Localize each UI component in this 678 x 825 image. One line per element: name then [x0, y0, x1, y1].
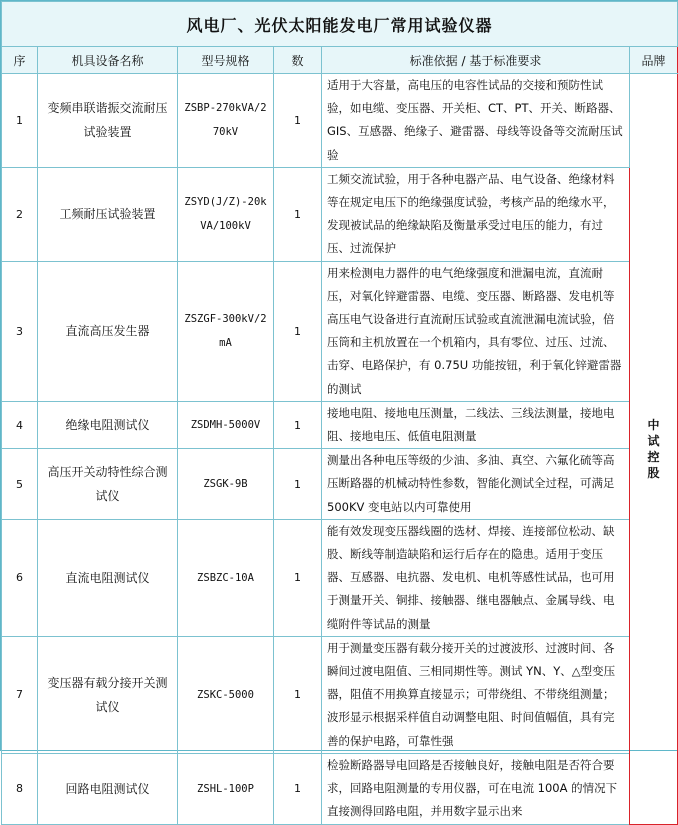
row-name: 工频耐压试验装置: [38, 167, 178, 261]
table-title: 风电厂、光伏太阳能发电厂常用试验仪器: [2, 2, 678, 47]
row-qty: 1: [274, 753, 322, 824]
brand-value: 中试控股: [647, 417, 660, 480]
row-model: ZSGK-9B: [178, 449, 274, 520]
row-qty: 1: [274, 167, 322, 261]
header-model: 型号规格: [178, 47, 274, 74]
table-row: [2, 167, 678, 261]
header-row: [2, 47, 678, 74]
row-desc: 用于测量变压器有载分接开关的过渡波形、过渡时间、各瞬间过渡电阻值、三相同期性等。测试 YN、Y、△型变压器，阻值不用换算直接显示；可带绕组、不带绕组测量；波形显示根据采样值自动调整电阻、时间值幅值，具有完善的保护电路，可靠性强: [322, 636, 630, 753]
row-desc: 检验断路器导电回路是否接触良好，接触电阻是否符合要求，回路电阻测量的专用仪器，可在电流 100A 的情况下直接测得回路电阻，并用数字显示出来: [322, 753, 630, 824]
row-no: 6: [2, 519, 38, 636]
row-no: 3: [2, 261, 38, 401]
header-qty: 数: [274, 47, 322, 74]
row-no: 4: [2, 401, 38, 448]
table-row: [2, 636, 678, 753]
row-model: ZSHL-100P: [178, 753, 274, 824]
row-qty: 1: [274, 449, 322, 520]
row-model: ZSZGF-300kV/2mA: [178, 261, 274, 401]
row-qty: 1: [274, 636, 322, 753]
row-no: 8: [2, 753, 38, 824]
row-no: 1: [2, 74, 38, 168]
row-name: 变频串联谐振交流耐压试验装置: [38, 74, 178, 168]
row-qty: 1: [274, 401, 322, 448]
row-name: 绝缘电阻测试仪: [38, 401, 178, 448]
header-name: 机具设备名称: [38, 47, 178, 74]
row-name: 高压开关动特性综合测试仪: [38, 449, 178, 520]
instrument-table: [1, 1, 678, 825]
row-model: ZSDMH-5000V: [178, 401, 274, 448]
table-row: [2, 449, 678, 520]
row-qty: 1: [274, 74, 322, 168]
row-no: 5: [2, 449, 38, 520]
header-brand: 品牌: [630, 47, 678, 74]
table-row: [2, 519, 678, 636]
row-desc: 用来检测电力器件的电气绝缘强度和泄漏电流，直流耐压，对氧化锌避雷器、电缆、变压器、断路器、发电机等高压电气设备进行直流耐压试验或直流泄漏电流试验，倍压筒和主机放置在一个机箱内，具有零位、过压、过流、击穿、电路保护，有 0.75U 功能按钮，利于氧化锌避雷器的测试: [322, 261, 630, 401]
row-model: ZSBP-270kVA/270kV: [178, 74, 274, 168]
row-desc: 能有效发现变压器线圈的选材、焊接、连接部位松动、缺股、断线等制造缺陷和运行后存在的隐患。适用于变压器、互感器、电抗器、发电机、电机等感性试品，也可用于测量开关、铜排、接触器、继电器触点、金属导线、电缆附件等试品的测量: [322, 519, 630, 636]
header-desc: 标准依据 / 基于标准要求: [322, 47, 630, 74]
table-row: [2, 753, 678, 824]
brand-cell: [630, 74, 678, 825]
row-desc: 测量出各种电压等级的少油、多油、真空、六氟化硫等高压断路器的机械动特性参数，智能化测试全过程，可满足 500KV 变电站以内可靠使用: [322, 449, 630, 520]
row-model: ZSYD(J/Z)-20kVA/100kV: [178, 167, 274, 261]
table-row: [2, 74, 678, 168]
row-model: ZSKC-5000: [178, 636, 274, 753]
row-no: 2: [2, 167, 38, 261]
row-name: 变压器有载分接开关测试仪: [38, 636, 178, 753]
header-no: 序: [2, 47, 38, 74]
table-row: [2, 401, 678, 448]
row-name: 直流高压发生器: [38, 261, 178, 401]
row-qty: 1: [274, 261, 322, 401]
row-desc: 适用于大容量，高电压的电容性试品的交接和预防性试验，如电缆、变压器、开关柜、CT、PT、开关、断路器、GIS、互感器、绝缘子、避雷器、母线等设备等交流耐压试验: [322, 74, 630, 168]
table-row: [2, 261, 678, 401]
row-no: 7: [2, 636, 38, 753]
row-qty: 1: [274, 519, 322, 636]
row-desc: 接地电阻、接地电压测量，二线法、三线法测量，接地电阻、接地电压、低值电阻测量: [322, 401, 630, 448]
row-desc: 工频交流试验，用于各种电器产品、电气设备、绝缘材料等在规定电压下的绝缘强度试验，考核产品的绝缘水平，发现被试品的绝缘缺陷及衡量承受过电压的能力，有过压、过流保护: [322, 167, 630, 261]
row-name: 回路电阻测试仪: [38, 753, 178, 824]
row-name: 直流电阻测试仪: [38, 519, 178, 636]
row-model: ZSBZC-10A: [178, 519, 274, 636]
